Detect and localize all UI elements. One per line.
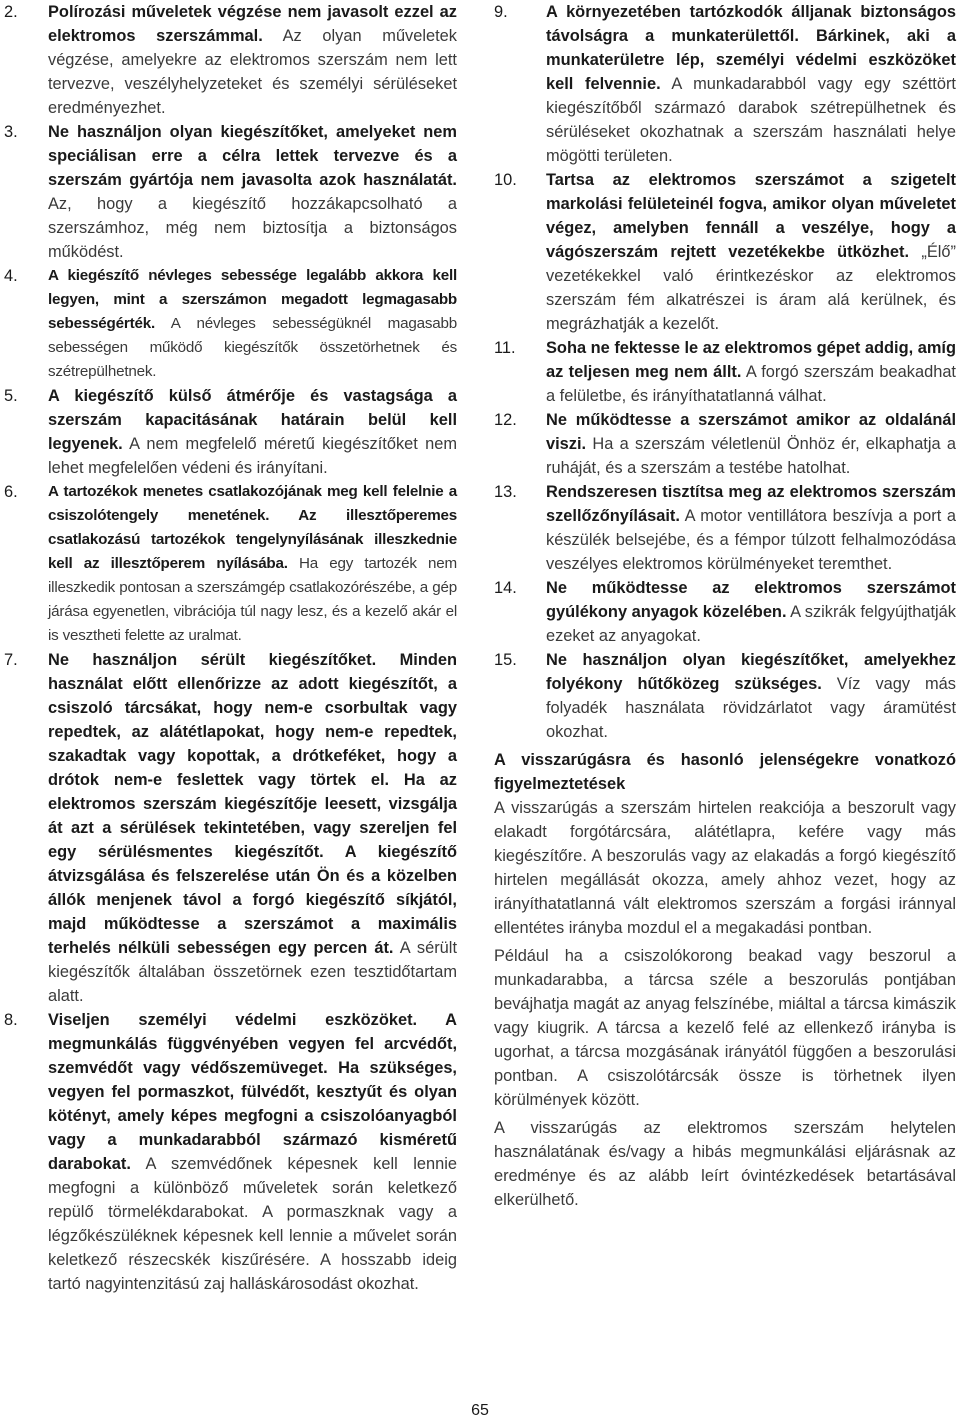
item-bold-text: Rendszeresen tisztítsa meg az elektromos szerszám szellőzőnyílásait. xyxy=(546,483,956,525)
item-body xyxy=(48,0,457,120)
item-body xyxy=(546,168,956,336)
item-text: A forgó szerszám beakadhat a felületbe, és irányíthatatlanná válhat. xyxy=(546,363,956,405)
item-text: Ha a szerszám véletlenül Önhöz ér, elkaphatja a ruháját, és a szerszám a testébe hatolhat. xyxy=(546,435,956,477)
list-item xyxy=(4,0,457,120)
item-body xyxy=(48,120,457,264)
item-bold-text: Ne használjon olyan kiegészítőket, amelyekhez folyékony hűtőközeg szükséges. xyxy=(546,651,956,693)
item-text: A nem megfelelő méretű kiegészítőket nem lehet megfelelően védeni és irányítani. xyxy=(48,435,457,477)
item-body xyxy=(546,408,956,480)
item-body xyxy=(546,480,956,576)
item-text: A névleges sebességüknél magasabb sebességen működő kiegészítők összetörhetnek és szétrepülhetnek. xyxy=(48,315,457,380)
item-number: 13. xyxy=(494,483,517,501)
item-text: „Élő” vezetékekkel való érintkezéskor az elektromos szerszám fém alkatrészei is áram alá kerülnek, és megrázhatják a kezelőt. xyxy=(546,243,956,333)
item-bold-text: Ne működtesse a szerszámot amikor az oldalánál viszi. xyxy=(546,411,956,453)
list-item xyxy=(4,1008,457,1296)
item-text: A munkadarabból vagy egy széttört kiegészítőből származó darabok szétrepülhetnek és sérüléseket okozhatnak a szerszám használati helye mögötti területen. xyxy=(546,75,956,165)
item-text: A szikrák felgyújthatják ezeket az anyagokat. xyxy=(546,603,956,645)
left-column xyxy=(4,0,457,1296)
list-item xyxy=(4,480,457,648)
item-bold-text: Ne működtesse az elektromos szerszámot gyúlékony anyagok közelében. xyxy=(546,579,956,621)
item-text: Víz vagy más folyadék használata rövidzárlatot vagy áramütést okozhat. xyxy=(546,675,956,741)
item-bold-text: A kiegészítő névleges sebessége legalább akkora kell legyen, mint a szerszámon megadott legmagasabb sebességérték. xyxy=(48,267,457,332)
list-item xyxy=(494,480,956,576)
item-bold-text: Ne használjon olyan kiegészítőket, amelyeket nem speciálisan erre a célra lettek tervezve és a szerszám gyártója nem javasolta azok használatát. xyxy=(48,123,457,189)
item-bold-text: Soha ne fektesse le az elektromos gépet addig, amíg az teljesen meg nem állt. xyxy=(546,339,956,381)
item-number: 4. xyxy=(4,267,18,285)
item-number: 3. xyxy=(4,123,18,141)
item-body xyxy=(48,480,457,648)
item-bold-text: A tartozékok menetes csatlakozójának meg kell felelnie a csiszolótengely menetének. Az illesztőperemes csatlakozású tartozékok tengelynyílásának illeszkednie kell az illesztőperem nyílásába. xyxy=(48,483,457,572)
list-item xyxy=(4,264,457,384)
page-number: 65 xyxy=(471,1402,489,1419)
item-body xyxy=(48,648,457,1008)
item-bold-text: A környezetében tartózkodók álljanak biztonságos távolságra a munkaterülettől. Bárkinek, aki a munkaterületre lép, személyi védelmi eszközöket kell felvennie. xyxy=(546,3,956,93)
item-body xyxy=(48,264,457,384)
list-item xyxy=(494,408,956,480)
item-bold-text: A kiegészítő külső átmérője és vastagsága a szerszám kapacitásának határain belül kell legyenek. xyxy=(48,387,457,453)
list-item xyxy=(494,576,956,648)
item-number: 8. xyxy=(4,1011,18,1029)
item-text: A motor ventillátora beszívja a port a készülék belsejébe, és a fémpor túlzott felhalmozódása veszélyes elektromos körülményeket teremthet. xyxy=(546,507,956,573)
item-number: 2. xyxy=(4,3,18,21)
item-number: 5. xyxy=(4,387,18,405)
item-number: 7. xyxy=(4,651,18,669)
item-text: Az olyan műveletek végzése, amelyekre az elektromos szerszám nem lett tervezve, veszélyhelyzeteket és személyi sérüléseket eredményezhet. xyxy=(48,27,457,117)
item-number: 15. xyxy=(494,651,517,669)
item-body xyxy=(546,648,956,744)
item-number: 14. xyxy=(494,579,517,597)
item-number: 9. xyxy=(494,3,508,21)
item-number: 10. xyxy=(494,171,517,189)
item-bold-text: Polírozási műveletek végzése nem javasolt ezzel az elektromos szerszámmal. xyxy=(48,3,457,45)
item-bold-text: Viseljen személyi védelmi eszközöket. A megmunkálás függvényében vegyen fel arcvédőt, szemvédőt vagy védőszemüveget. Ha szükséges, vegyen fel pormaszkot, fülvédőt, kesztyűt és olyan kötényt, amely képes megfogni a csiszolóanyagból vagy a munkadarabból származó kisméretű darabokat. xyxy=(48,1011,457,1173)
item-body xyxy=(546,576,956,648)
item-body xyxy=(48,1008,457,1296)
list-item xyxy=(4,384,457,480)
item-number: 11. xyxy=(494,339,516,357)
list-item xyxy=(494,336,956,408)
item-text: Ha egy tartozék nem illeszkedik pontosan a szerszámgép csatlakozórészébe, a gép járása egyenetlen, vibrációja túl nagy lesz, és a kezelő akár el is vesztheti felette az uralmat. xyxy=(48,555,457,644)
item-bold-text: Ne használjon sérült kiegészítőket. Minden használat előtt ellenőrizze az adott kiegészítőt, a csiszoló tárcsákat, hogy nem-e csorbultak vagy repedtek, az alátétlapokat, hogy nem-e repedtek, szakadtak vagy kopottak, a drótkeféket, hogy a drótok nem-e feslettek vagy törtek el. Ha az elektromos szerszám kiegészítője leesett, vizsgálja át azt a sérülések tekintetében, vagy szereljen fel egy sérülésmentes kiegészítőt. A kiegészítő átvizsgálása és felszerelése után Ön és a közelben állók menjenek távol a forgó kiegészítő síkjától, majd működtesse a szerszámot a maximális terhelés nélküli sebességen egy percen át. xyxy=(48,651,457,957)
item-body xyxy=(546,0,956,168)
list-item xyxy=(494,648,956,744)
item-number: 12. xyxy=(494,411,517,429)
right-column xyxy=(494,0,956,1216)
item-text: A sérült kiegészítők általában összetörnek ezen tesztidőtartam alatt. xyxy=(48,939,457,1005)
item-bold-text: Tartsa az elektromos szerszámot a szigetelt markolási felületeinél fogva, amikor olyan műveletet végez, amelyben fennáll a veszélye, hogy a vágószerszám rejtett vezetékekbe ütközhet. xyxy=(546,171,956,261)
list-item xyxy=(4,120,457,264)
item-body xyxy=(546,336,956,408)
paragraph: A visszarúgás az elektromos szerszám helytelen használatának és/vagy a hibás megmunkálási eljárásnak az eredménye és az alább leírt óvintézkedések betartásával elkerülhető. xyxy=(494,1119,956,1209)
item-number: 6. xyxy=(4,483,18,501)
paragraph: Például ha a csiszolókorong beakad vagy beszorul a munkadarabba, a tárcsa széle a beszorulás pontjában bevájhatja magát az anyag felszínébe, miáltal a tárcsa kimászik vagy kiugrik. A tárcsa a kezelő felé az ellenkező irányba is ugorhat, a tárcsa mozgásának irányától függően a beszorulási pontban. A csiszolótárcsák össze is törhetnek ilyen körülmények között. xyxy=(494,947,956,1109)
item-text: A szemvédőnek képesnek kell lennie megfogni a különböző műveletek során keletkező repülő törmelékdarabokat. A pormaszknak vagy a légzőkészüléknek képesnek kell lennie a művelet során keletkező részecskék kiszűrésére. A hosszabb ideig tartó nagyintenzitású zaj halláskárosodást okozhat. xyxy=(48,1155,457,1293)
list-item xyxy=(4,648,457,1008)
paragraph: A visszarúgás a szerszám hirtelen reakciója a beszorult vagy elakadt forgótárcsára, alátétlapra, kefére vagy más kiegészítőre. A beszorulás vagy az elakadás a forgó kiegészítő hirtelen megállását okozza, amely ahhoz vezet, hogy az irányíthatatlanná vált elektromos szerszám a forgási iránnyal ellentétes irányba mozdul el a megakadási pontban. xyxy=(494,799,956,937)
item-body xyxy=(48,384,457,480)
list-item xyxy=(494,0,956,168)
section-heading: A visszarúgásra és hasonló jelenségekre vonatkozó figyelmeztetések xyxy=(494,751,956,793)
list-item xyxy=(494,168,956,336)
item-text: Az, hogy a kiegészítő hozzákapcsolható a szerszámhoz, még nem biztosítja a biztonságos működést. xyxy=(48,195,457,261)
